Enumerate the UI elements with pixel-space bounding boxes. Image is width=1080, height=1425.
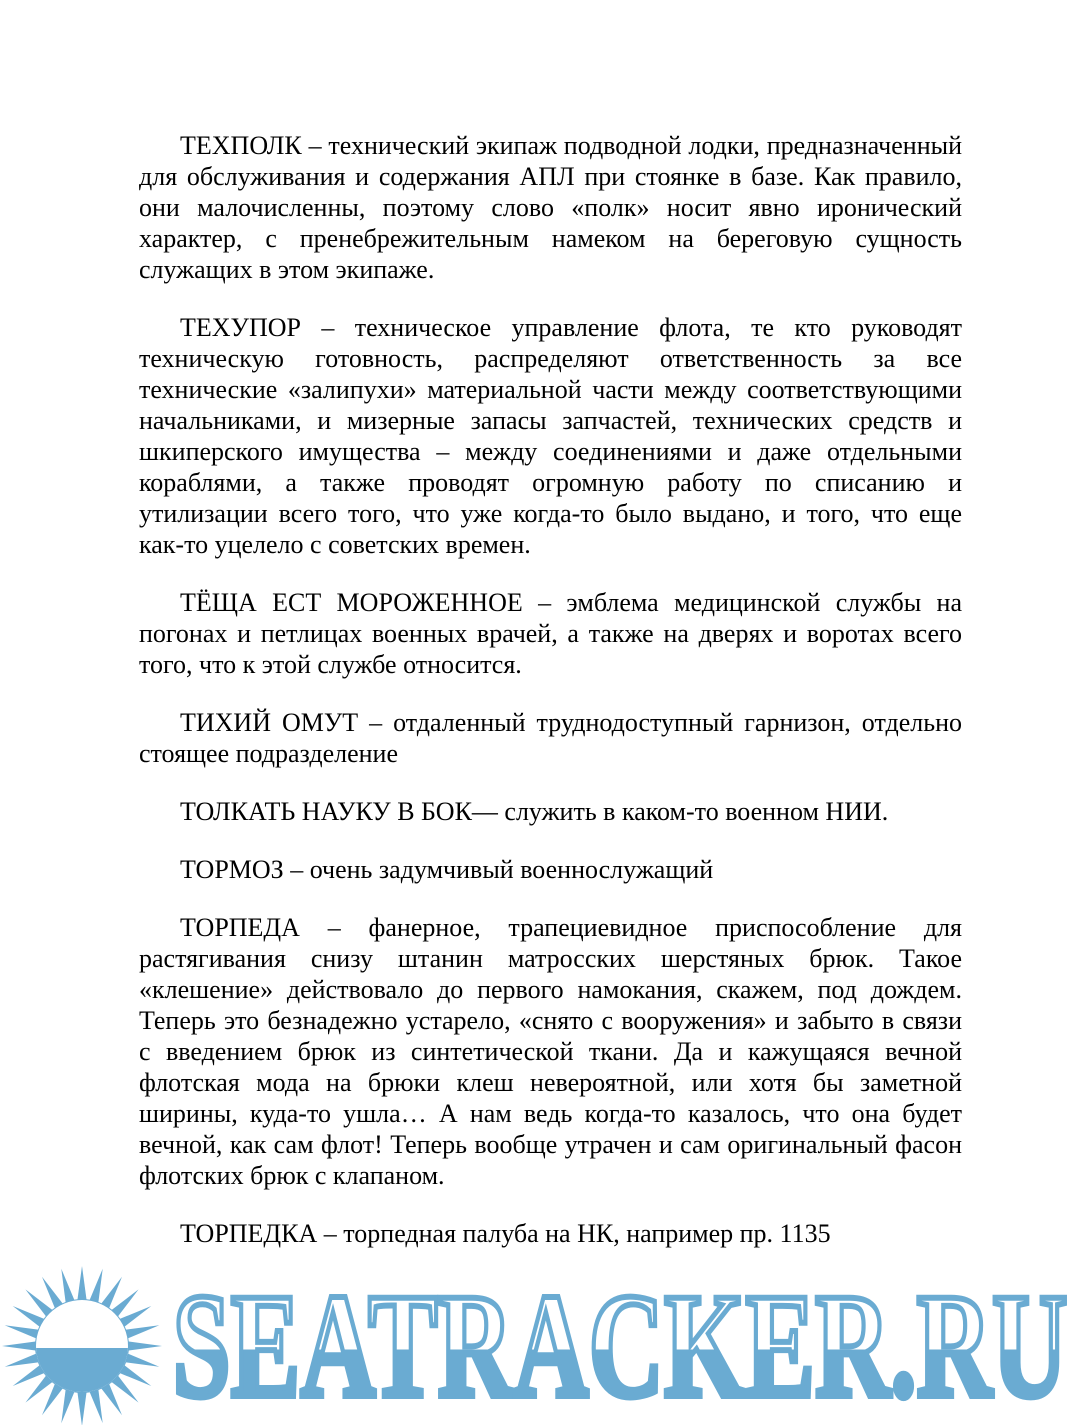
sun-ray <box>123 1353 159 1367</box>
sun-ray <box>89 1269 103 1305</box>
sun-ray <box>89 1387 103 1423</box>
sun-over-sea-icon <box>0 1262 165 1425</box>
glossary-entry-tolkat-nauku: ТОЛКАТЬ НАУКУ В БОК— служить в каком-то военном НИИ. <box>180 797 889 826</box>
glossary-entry-tekhupor: ТЕХУПОР – техническое управление флота, те кто руководят техническую готовность, распределяют ответственность за все технические «залипухи» материальной части между соответствующими начальниками, и мизерные запасы запчастей, технических средств и шкиперского имущества – между соединениями и даже отдельными кораблями, а также проводят огромную работу по списанию и утилизации всего того, что уже когда-то было выдано, и того, что еще как-то уцелело с советских времен. <box>139 313 962 559</box>
glossary-entry-torpedka: ТОРПЕДКА – торпедная палуба на НК, например пр. 1135 <box>180 1219 831 1248</box>
sun-ray <box>5 1325 41 1339</box>
watermark <box>0 1262 1080 1425</box>
watermark-label: SEATRACKER.RU <box>172 1268 1068 1418</box>
glossary-entry-tescha: ТЁЩА ЕСТ МОРОЖЕННОЕ – эмблема медицинской службы на погонах и петлицах военных врачей, а также на дверях и воротах всего того, что к этой службе относится. <box>139 588 962 679</box>
glossary-entry-torpeda: ТОРПЕДА – фанерное, трапециевидное приспособление для растягивания снизу штанин матросских шерстяных брюк. Такое «клешение» действовало до первого намокания, скажем, под дождем. Теперь это безнадежно устарело, «снято с вооружения» и забыто в связи с введением брюк из синтетической ткани. Да и кажущаяся вечной флотская мода на брюки клеш невероятной, или хотя бы заметной ширины, куда-то ушла… А нам ведь когда-то казалось, что она будет вечной, как сам флот! Теперь вообще утрачен и сам оригинальный фасон флотских брюк с клапаном. <box>139 913 962 1190</box>
sun-ray <box>2 1341 38 1351</box>
sun-ray <box>123 1325 159 1339</box>
sun-ray <box>5 1353 41 1367</box>
glossary-entry-tormoz: ТОРМОЗ – очень задумчивый военнослужащий <box>180 855 714 884</box>
sun-ray <box>77 1266 87 1302</box>
glossary-entry-tekhpolk: ТЕХПОЛК – технический экипаж подводной лодки, предназначенный для обслуживания и содержания АПЛ при стоянке в базе. Как правило, они малочисленны, поэтому слово «полк» носит явно иронический характер, с пренебрежительным намеком на береговую сущность служащих в этом экипаже. <box>139 131 962 284</box>
sun-ray <box>61 1387 75 1423</box>
sun-ray <box>77 1390 87 1425</box>
sun-ray <box>126 1341 162 1351</box>
glossary-entry-tikhiy-omut: ТИХИЙ ОМУТ – отдаленный труднодоступный гарнизон, отдельно стоящее подразделение <box>139 708 962 768</box>
document-body <box>139 130 962 1276</box>
watermark-text <box>168 1268 1073 1418</box>
sun-ray <box>61 1269 75 1305</box>
